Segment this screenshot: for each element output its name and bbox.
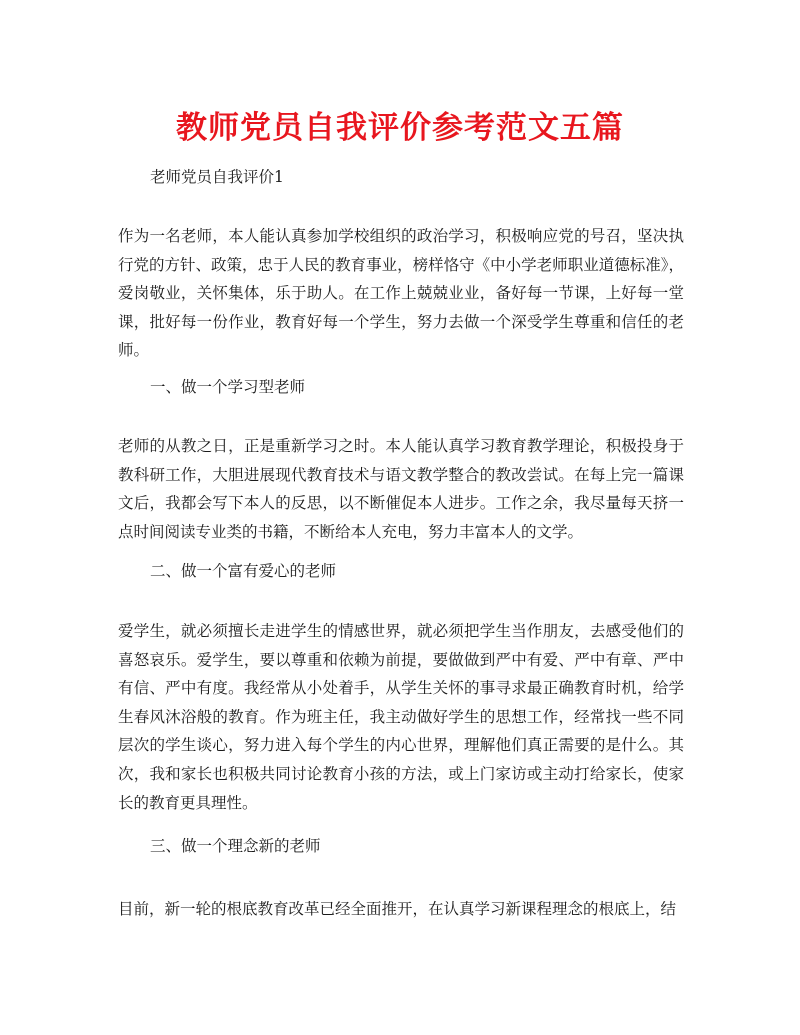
section-heading-2: 二、做一个富有爱心的老师 <box>150 562 337 580</box>
section-heading-3: 三、做一个理念新的老师 <box>150 837 321 855</box>
section-body-2: 爱学生，就必须擅长走进学生的情感世界，就必须把学生当作朋友，去感受他们的喜怒哀乐。爱学生，要以尊重和依赖为前提，要做做到严中有爱、严中有章、严中有信、严中有度。我经常从小处着手，从学生关怀的事寻求最正确教育时机，给学生春风沐浴般的教育。作为班主任，我主动做好学生的思想工作，经常找一些不同层次的学生谈心，努力进入每个学生的内心世界，理解他们真正需要的是什么。其次，我和家长也积极共同讨论教育小孩的方法，或上门家访或主动打给家长，使家长的教育更具理性。 <box>118 622 684 812</box>
section-body-1: 老师的从教之日，正是重新学习之时。本人能认真学习教育教学理论，积极投身于教科研工作，大胆进展现代教育技术与语文教学整合的教改尝试。在每上完一篇课文后，我都会写下本人的反思，以不断催促本人进步。工作之余，我尽量每天挤一点时间阅读专业类的书籍，不断给本人充电，努力丰富本人的文学。 <box>118 437 684 541</box>
section-body-3: 目前，新一轮的根底教育改革已经全面推开，在认真学习新课程理念的根底上，结 <box>118 900 677 918</box>
section-heading-1: 一、做一个学习型老师 <box>150 378 306 396</box>
document-subtitle: 老师党员自我评价1 <box>150 168 284 186</box>
page-title: 教师党员自我评价参考范文五篇 <box>176 110 624 146</box>
intro-paragraph: 作为一名老师，本人能认真参加学校组织的政治学习，积极响应党的号召，坚决执行党的方针、政策，忠于人民的教育事业，榜样恪守《中小学老师职业道德标准》，爱岗敬业，关怀集体，乐于助人。在工作上兢兢业业，备好每一节课，上好每一堂课，批好每一份作业，教育好每一个学生，努力去做一个深受学生尊重和信任的老师。 <box>118 227 684 360</box>
